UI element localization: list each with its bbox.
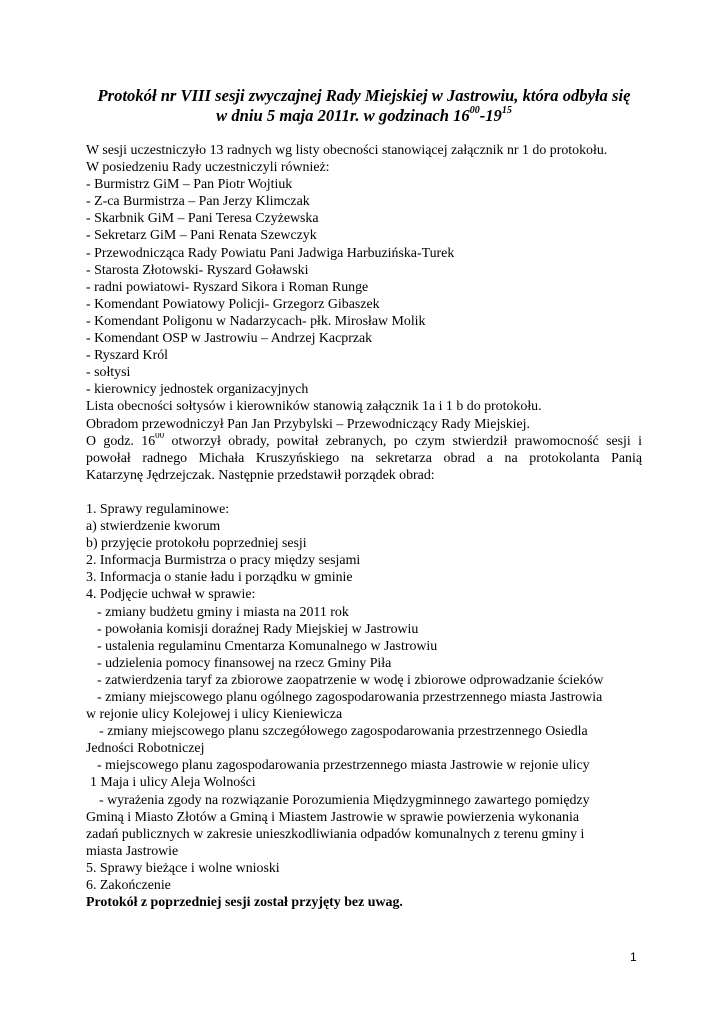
attendee-item: - Ryszard Król	[86, 348, 168, 364]
attendee-item: - Sekretarz GiM – Pani Renata Szewczyk	[86, 228, 317, 244]
attendee-item: - kierownicy jednostek organizacyjnych	[86, 382, 309, 398]
agenda-subitem: a) stwierdzenie kworum	[86, 519, 221, 535]
agenda-item: 1. Sprawy regulaminowe:	[86, 501, 230, 517]
document-body	[86, 142, 642, 911]
opening-line-1	[86, 433, 642, 450]
resolution-item-cont: zadań publicznych w zakresie unieszkodliwiania odpadów komunalnych z terenu gminy i	[86, 826, 585, 842]
opening-time-minutes: 00	[155, 432, 165, 440]
attendance-note: Lista obecności sołtysów i kierowników stanowią załącznik 1a i 1 b do protokołu.	[86, 399, 542, 415]
agenda-item: 2. Informacja Burmistrza o pracy między sesjami	[86, 553, 361, 569]
opening-text: otworzył obrady, powitał zebranych, po czym stwierdził prawomocność sesji i	[164, 433, 642, 449]
attendee-item: - Komendant Powiatowy Policji- Grzegorz Gibaszek	[86, 296, 380, 312]
title-line-2	[86, 106, 642, 126]
resolution-item: - zatwierdzenia taryf za zbiorowe zaopatrzenie w wodę i zbiorowe odprowadzanie ścieków	[97, 672, 604, 688]
spacer	[86, 484, 642, 501]
attendee-item: - radni powiatowi- Ryszard Sikora i Roman Runge	[86, 279, 369, 295]
agenda	[86, 501, 642, 894]
resolution-item-cont: miasta Jastrowie	[86, 843, 179, 859]
resolution-item: - zmiany miejscowego planu ogólnego zagospodarowania przestrzennego miasta Jastrowia	[97, 690, 603, 705]
closing-statement: Protokół z poprzedniej sesji został przyjęty bez uwag.	[86, 895, 403, 911]
attendee-item: - Komendant OSP w Jastrowiu – Andrzej Kacprzak	[86, 331, 373, 347]
page-number: 1	[630, 950, 637, 964]
attendee-item: - Komendant Poligonu w Nadarzycach- płk. Mirosław Molik	[86, 313, 426, 329]
title-line-1: Protokół nr VIII sesji zwyczajnej Rady Miejskiej w Jastrowiu, która odbyła się	[97, 86, 631, 105]
resolution-item: - miejscowego planu zagospodarowania przestrzennego miasta Jastrowie w rejonie ulicy	[97, 758, 590, 774]
resolution-item: - ustalenia regulaminu Cmentarza Komunalnego w Jastrowiu	[97, 638, 438, 654]
attendee-list	[86, 176, 642, 398]
opening-line-3: Katarzynę Jędrzejczak. Następnie przedstawił porządek obrad:	[86, 467, 435, 483]
resolution-item: - zmiany budżetu gminy i miasta na 2011 rok	[97, 604, 349, 620]
intro-line-1: W sesji uczestniczyło 13 radnych wg listy obecności stanowiącej załącznik nr 1 do protokołu.	[86, 143, 608, 158]
agenda-item: 6. Zakończenie	[86, 878, 171, 894]
resolution-item: - zmiany miejscowego planu szczegółowego zagospodarowania przestrzennego Osiedla	[99, 724, 588, 740]
attendee-item: - sołtysi	[86, 365, 131, 381]
resolution-item-cont: w rejonie ulicy Kolejowej i ulicy Kieniewicza	[86, 707, 343, 723]
agenda-item: 5. Sprawy bieżące i wolne wnioski	[86, 860, 280, 876]
resolution-item-cont: 1 Maja i ulicy Aleja Wolności	[90, 775, 256, 791]
title-end-hour: -19	[479, 106, 502, 125]
chair-note: Obradom przewodniczył Pan Jan Przybylski – Przewodniczący Rady Miejskiej.	[86, 416, 531, 432]
document-title	[86, 86, 642, 126]
opening-time: O godz. 16	[86, 433, 156, 449]
attendee-item: - Skarbnik GiM – Pani Teresa Czyżewska	[86, 211, 319, 227]
resolution-item-cont: Jedności Robotniczej	[86, 741, 205, 757]
resolution-item: - udzielenia pomocy finansowej na rzecz Gminy Piła	[97, 655, 392, 671]
resolution-item: - wyrażenia zgody na rozwiązanie Porozumienia Międzygminnego zawartego pomiędzy	[99, 792, 590, 808]
intro-line-2: W posiedzeniu Rady uczestniczyli również:	[86, 160, 330, 176]
title-end-minutes: 15	[501, 105, 512, 117]
opening-line-2: powołał radnego Michała Kruszyńskiego na sekretarza obrad a na protokolanta Panią	[86, 450, 642, 466]
attendee-item: - Z-ca Burmistrza – Pan Jerzy Klimczak	[86, 194, 310, 210]
resolution-item: - powołania komisji doraźnej Rady Miejskiej w Jastrowiu	[97, 621, 419, 637]
title-start-minutes: 00	[469, 105, 480, 117]
agenda-subitem: b) przyjęcie protokołu poprzedniej sesji	[86, 536, 307, 552]
agenda-item: 4. Podjęcie uchwał w sprawie:	[86, 587, 256, 603]
attendee-item: - Burmistrz GiM – Pan Piotr Wojtiuk	[86, 177, 293, 193]
attendee-item: - Przewodnicząca Rady Powiatu Pani Jadwiga Harbuzińska-Turek	[86, 245, 455, 261]
attendee-item: - Starosta Złotowski- Ryszard Goławski	[86, 262, 309, 278]
resolution-item-cont: Gminą i Miasto Złotów a Gminą i Miastem Jastrowie w sprawie powierzenia wykonania	[86, 809, 580, 825]
title-date-text: w dniu 5 maja 2011r. w godzinach 16	[216, 106, 470, 125]
agenda-item: 3. Informacja o stanie ładu i porządku w gminie	[86, 570, 353, 586]
